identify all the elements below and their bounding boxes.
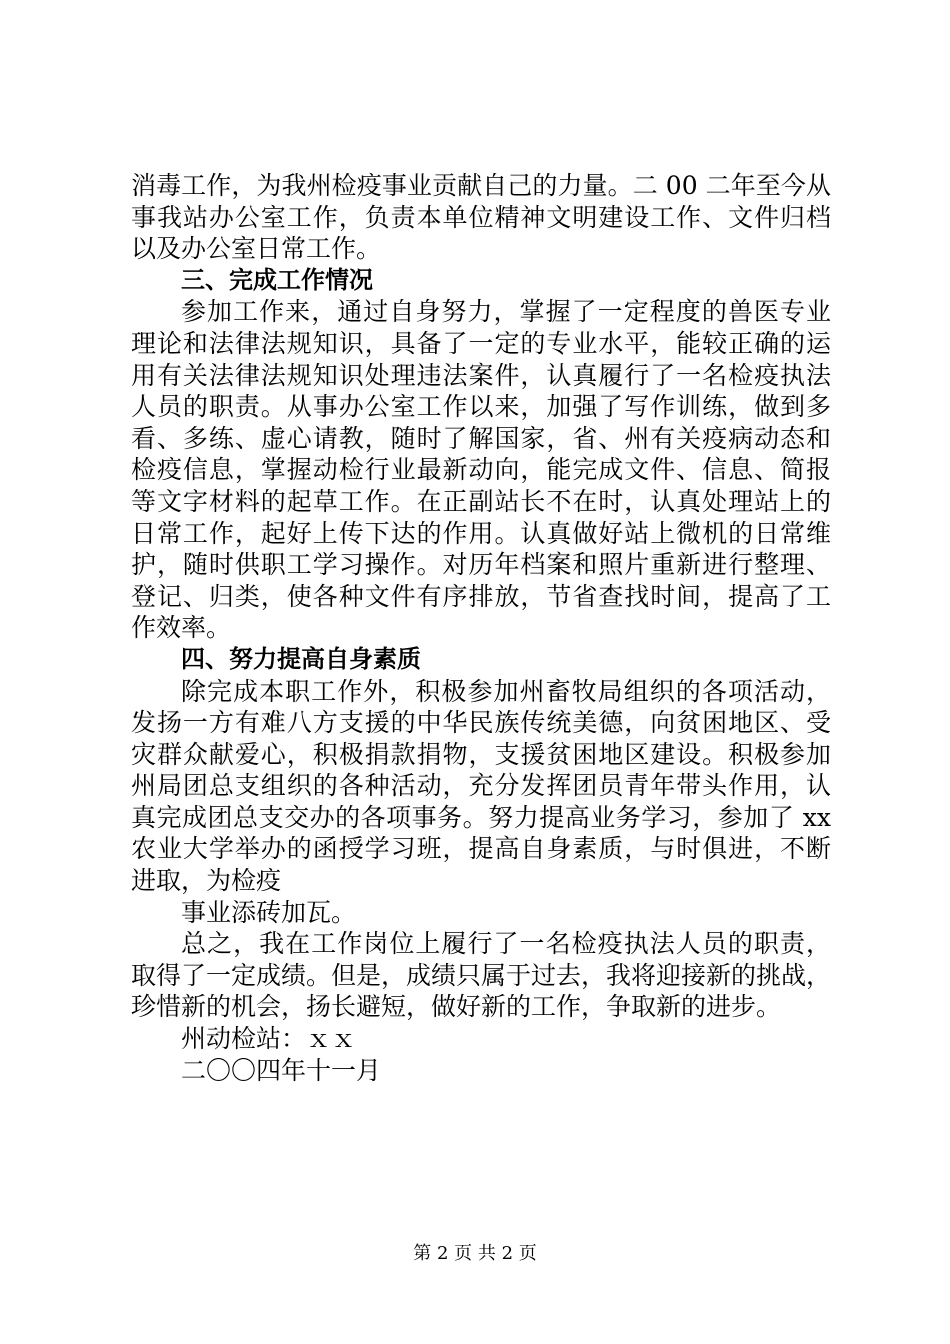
paragraph-line: 人员的职责。从事办公室工作以来，加强了写作训练，做到多 — [131, 392, 831, 422]
section-heading-4: 四、努力提高自身素质 — [181, 644, 421, 673]
signature-organization: 州动检站：ｘｘ — [181, 1024, 357, 1054]
paragraph-line: 检疫信息，掌握动检行业最新动向，能完成文件、信息、简报 — [131, 455, 831, 485]
paragraph-line: 取得了一定成绩。但是，成绩只属于过去，我将迎接新的挑战， — [131, 960, 831, 990]
paragraph-line: 进取，为检疫 — [131, 866, 282, 896]
paragraph-line: 农业大学举办的函授学习班，提高自身素质，与时俱进，不断 — [131, 834, 831, 864]
paragraph-line: 作效率。 — [131, 613, 232, 643]
paragraph-line: 以及办公室日常工作。 — [131, 234, 382, 264]
paragraph-line: 除完成本职工作外，积极参加州畜牧局组织的各项活动， — [181, 676, 831, 706]
page-number-footer: 第 2 页 共 2 页 — [413, 1243, 537, 1264]
paragraph-line: 等文字材料的起草工作。在正副站长不在时，认真处理站上的 — [131, 486, 831, 516]
paragraph-line: 真完成团总支交办的各项事务。努力提高业务学习，参加了 xx — [131, 802, 831, 832]
paragraph-line: 消毒工作，为我州检疫事业贡献自己的力量。二 00 二年至今从 — [131, 171, 831, 200]
paragraph-line: 看、多练、虚心请教，随时了解国家，省、州有关疫病动态和 — [131, 423, 831, 453]
paragraph-line: 州局团总支组织的各种活动，充分发挥团员青年带头作用，认 — [131, 771, 831, 801]
paragraph-line: 日常工作，起好上传下达的作用。认真做好站上微机的日常维 — [131, 518, 831, 548]
paragraph-line: 参加工作来，通过自身努力，掌握了一定程度的兽医专业 — [181, 297, 831, 327]
signature-date: 二〇〇四年十一月 — [181, 1055, 382, 1085]
paragraph-line: 护，随时供职工学习操作。对历年档案和照片重新进行整理、 — [131, 550, 831, 580]
paragraph-line: 用有关法律法规知识处理违法案件，认真履行了一名检疫执法 — [131, 360, 831, 390]
paragraph-line: 理论和法律法规知识，具备了一定的专业水平，能较正确的运 — [131, 328, 831, 358]
paragraph-line: 发扬一方有难八方支援的中华民族传统美德，向贫困地区、受 — [131, 708, 831, 738]
paragraph-line: 登记、归类，使各种文件有序排放，节省查找时间，提高了工 — [131, 581, 831, 611]
section-heading-3: 三、完成工作情况 — [181, 265, 373, 294]
paragraph-line: 珍惜新的机会，扬长避短，做好新的工作，争取新的进步。 — [131, 992, 782, 1022]
document-body — [131, 170, 831, 1086]
paragraph-line: 灾群众献爱心，积极捐款捐物，支援贫困地区建设。积极参加 — [131, 739, 831, 769]
paragraph-line: 总之，我在工作岗位上履行了一名检疫执法人员的职责， — [181, 929, 831, 959]
paragraph-line: 事业添砖加瓦。 — [181, 897, 357, 927]
paragraph-line: 事我站办公室工作，负责本单位精神文明建设工作、文件归档 — [131, 202, 831, 232]
